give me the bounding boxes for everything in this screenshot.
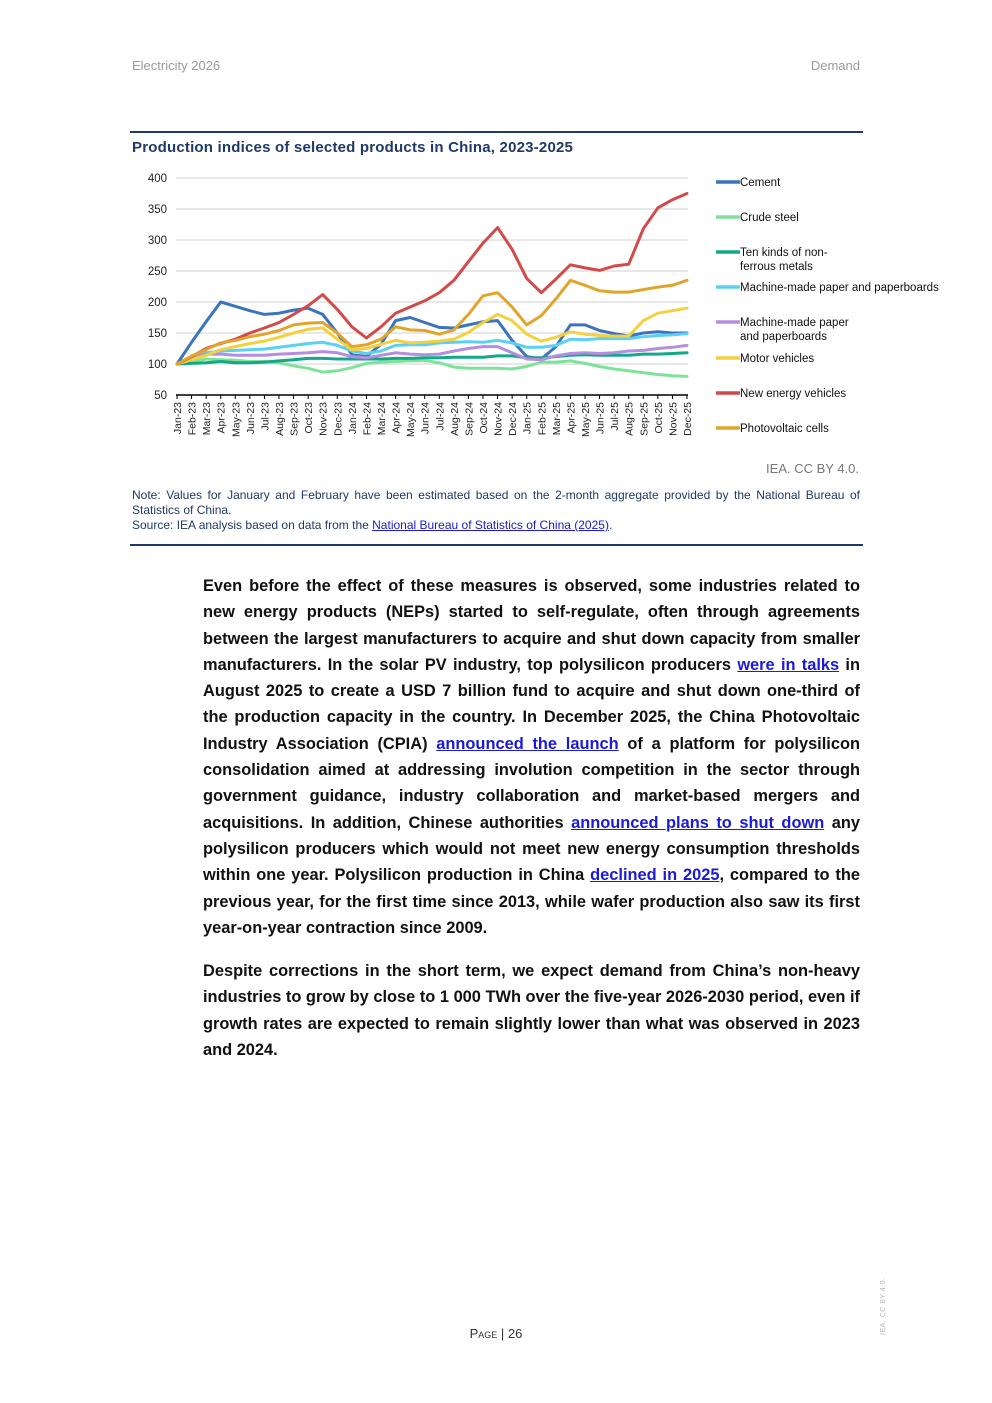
x-tick-label: Nov-23 [317,402,330,436]
x-tick-label: Aug-23 [274,402,286,436]
x-tick-label: Mar-23 [201,402,214,436]
link-announced-plans-to-shut-down[interactable]: announced plans to shut down [571,813,825,832]
link-announced-the-launch[interactable]: announced the launch [436,734,619,753]
side-credit: IEA. CC BY 4.0. [880,1277,887,1335]
x-tick-label: Aug-24 [448,402,461,436]
x-tick-label: Jan-24 [346,402,359,435]
y-tick-label: 400 [147,173,167,185]
figure-note [132,488,860,533]
legend-label-machine-made-paper-and-paperboards: Machine-made paper and paperboards [740,282,939,294]
legend-label-plastic-products: Machine-made paper and paperboards [740,317,849,343]
legend-label-cement: Cement [740,177,781,189]
running-header-section: Demand [810,58,860,73]
x-tick-label: Jan-23 [172,402,184,435]
x-tick-label: Dec-25 [682,402,694,436]
figure-bottom-rule [130,544,863,546]
p1-text-1: Even before the effect of these measures is observed, some industries related to new energy products (NEPs) started to self-regulate, often through agreements between the largest manufacturers to acquire and shut down capacity from smaller manufacturers. In the solar PV industry, top polysilicon producers [203,577,860,674]
x-tick-label: Oct-25 [652,402,665,434]
legend-label-motor-vehicles: Motor vehicles [740,353,815,365]
x-tick-label: Feb-24 [361,402,374,436]
y-tick-label: 150 [147,328,167,340]
link-declined-in-2025[interactable]: declined in 2025 [590,866,720,885]
p1-text-2: in August 2025 to create a USD 7 billion fund to acquire and shut down one-third of the production capacity in the country. In December 2025, the China Photovoltaic Industry Association (CPIA) [203,655,860,753]
note-text: Note: Values for January and February have been estimated based on the 2-month aggregate provided by the National Bureau of Statistics of China. [132,488,860,517]
x-tick-label: May-24 [405,402,418,438]
figure-credit: IEA. CC BY 4.0. [766,461,859,476]
x-tick-label: Apr-25 [565,402,578,434]
body-paragraph-1 [203,573,860,941]
series-line-machine-made-paper-and-paperboards [177,334,687,364]
x-tick-label: Jul-25 [609,402,622,431]
page-label: Page [469,1326,498,1341]
page-number-value: 26 [507,1326,523,1341]
x-tick-label: Nov-25 [667,402,680,436]
p1-text-5: , compared to the previous year, for the first time since 2013, while wafer production also saw its first year-on-year contraction since 2009. [203,866,860,937]
x-tick-label: Jan-25 [521,402,534,435]
x-tick-label: Feb-23 [186,402,199,436]
x-tick-label: Mar-25 [550,402,563,436]
x-tick-label: Dec-24 [507,402,520,436]
body-paragraph-2: Despite corrections in the short term, we expect demand from China’s non-heavy industries to grow by close to 1 000 TWh over the five-year 2026-2030 period, even if growth rates are expected to remain slightly lower than what was observed in 2023 and 2024. [203,962,860,1059]
x-tick-label: Sep-23 [288,402,301,436]
chart-title: Production indices of selected products in China, 2023-2025 [132,139,574,156]
x-tick-label: May-25 [580,402,592,438]
source-line [132,518,860,533]
source-suffix: . [608,518,613,532]
x-tick-label: Oct-24 [478,402,490,434]
series-line-photovoltaic-cells [177,280,687,364]
x-tick-label: Sep-25 [638,402,651,436]
legend-label-crude-steel: Crude steel [740,212,799,224]
x-tick-label: Apr-23 [215,402,228,434]
x-tick-label: Oct-23 [303,402,316,434]
legend-label-ten-kinds-of-non-ferrous-metals: Ten kinds of non-ferrous metals [740,247,828,273]
source-link[interactable]: National Bureau of Statistics of China (2025) [372,518,609,532]
page-number: Page | 26 [469,1326,523,1341]
y-tick-label: 350 [147,204,167,216]
x-tick-label: Jul-23 [259,402,272,431]
line-chart [130,166,939,459]
x-tick-label: Jun-23 [244,402,257,435]
x-tick-label: Mar-24 [376,402,388,436]
x-tick-label: Dec-23 [332,402,345,436]
x-tick-label: Jun-24 [419,402,432,435]
y-tick-label: 300 [147,235,167,247]
legend-label-new-energy-vehicles: New energy vehicles [740,388,847,400]
y-tick-label: 100 [147,359,167,371]
link-were-in-talks[interactable]: were in talks [737,655,840,674]
p1-text-3: of a platform for polysilicon consolidation aimed at addressing involution competition in the sector through government guidance, industry collaboration and market-based mergers and acquisitions. In addition, Chinese authorities [203,734,860,832]
p1-text-4: any polysilicon producers which would not meet new energy consumption thresholds within one year. Polysilicon production in China [203,813,860,885]
y-tick-label: 250 [147,266,167,278]
figure-top-rule [130,131,863,133]
source-prefix: Source: IEA analysis based on data from the [132,518,373,532]
x-tick-label: Apr-24 [390,402,403,434]
x-tick-label: Sep-24 [463,402,476,436]
x-tick-label: Jul-24 [434,402,447,431]
x-tick-label: Aug-25 [623,402,636,436]
x-tick-label: Feb-25 [536,402,549,436]
y-tick-label: 200 [147,297,167,309]
y-tick-label: 50 [154,390,167,402]
x-tick-label: Jun-25 [594,402,607,435]
legend-label-photovoltaic-cells: Photovoltaic cells [740,423,829,435]
x-tick-label: May-23 [230,402,243,438]
x-tick-label: Nov-24 [492,402,505,436]
running-header-title: Electricity 2026 [132,58,221,73]
